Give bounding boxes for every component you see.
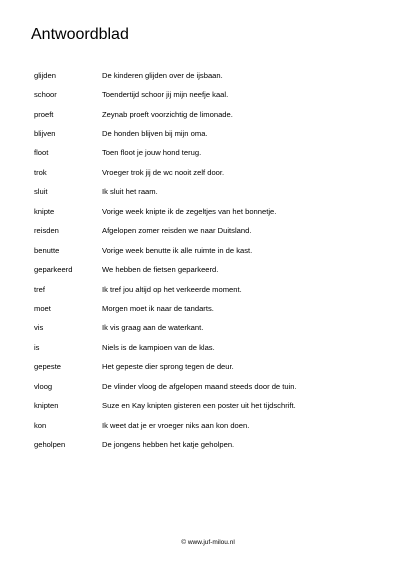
answer-sentence: De jongens hebben het katje geholpen.	[102, 440, 235, 450]
answer-word: glijden	[34, 70, 56, 80]
answer-sentence: De vlinder vloog de afgelopen maand steeds door de tuin.	[102, 381, 297, 391]
answer-word: vis	[34, 323, 44, 333]
answer-list	[34, 66, 394, 455]
answer-row	[34, 66, 394, 85]
answer-word: kon	[34, 420, 47, 430]
answer-row	[34, 202, 394, 221]
answer-sentence: De kinderen glijden over de ijsbaan.	[102, 70, 223, 80]
footer-copyright: © www.juf-milou.nl	[181, 539, 235, 546]
answer-row	[34, 144, 394, 163]
answer-row	[34, 358, 394, 377]
answer-word: geparkeerd	[34, 265, 73, 275]
answer-sentence: Toendertijd schoor jij mijn neefje kaal.	[102, 90, 229, 100]
answer-row	[34, 338, 394, 357]
answer-row	[34, 124, 394, 143]
answer-row	[34, 260, 394, 279]
answer-word: is	[34, 342, 40, 352]
answer-word: sluit	[34, 187, 48, 197]
answer-word: vloog	[34, 381, 53, 391]
answer-word: knipte	[34, 206, 55, 216]
answer-sentence: Ik sluit het raam.	[102, 187, 158, 197]
answer-word: floot	[34, 148, 49, 158]
answer-word: schoor	[34, 90, 57, 100]
answer-sentence: Het gepeste dier sprong tegen de deur.	[102, 362, 234, 372]
answer-word: reisden	[34, 226, 59, 236]
answer-sentence: Ik tref jou altijd op het verkeerde moment.	[102, 284, 242, 294]
answer-row	[34, 183, 394, 202]
answer-word: gepeste	[34, 362, 62, 372]
page-title: Antwoordblad	[31, 26, 129, 43]
answer-sentence: Toen floot je jouw hond terug.	[102, 148, 202, 158]
answer-sentence: Vorige week benutte ik alle ruimte in de kast.	[102, 245, 253, 255]
answer-row	[34, 416, 394, 435]
answer-row	[34, 241, 394, 260]
answer-word: knipten	[34, 401, 59, 411]
answer-sentence: Suze en Kay knipten gisteren een poster uit het tijdschrift.	[102, 401, 296, 411]
answer-row	[34, 222, 394, 241]
answer-row	[34, 280, 394, 299]
answer-word: geholpen	[34, 440, 66, 450]
answer-row	[34, 105, 394, 124]
answer-word: trok	[34, 167, 47, 177]
answer-row	[34, 396, 394, 415]
answer-word: blijven	[34, 129, 56, 139]
answer-row	[34, 163, 394, 182]
answer-row	[34, 85, 394, 104]
answer-sentence: Ik weet dat je er vroeger niks aan kon doen.	[102, 420, 250, 430]
answer-sentence: We hebben de fietsen geparkeerd.	[102, 265, 219, 275]
answer-sentence: Afgelopen zomer reisden we naar Duitsland.	[102, 226, 252, 236]
answer-sentence: De honden blijven bij mijn oma.	[102, 129, 208, 139]
answer-sentence: Morgen moet ik naar de tandarts.	[102, 303, 214, 313]
answer-sentence: Ik vis graag aan de waterkant.	[102, 323, 204, 333]
answer-sentence: Vorige week knipte ik de zegeltjes van het bonnetje.	[102, 206, 277, 216]
answer-sentence: Niels is de kampioen van de klas.	[102, 342, 215, 352]
answer-word: benutte	[34, 245, 60, 255]
answer-row	[34, 299, 394, 318]
answer-sentence: Zeynab proeft voorzichtig de limonade.	[102, 109, 233, 119]
answer-word: tref	[34, 284, 45, 294]
answer-row	[34, 435, 394, 454]
answer-row	[34, 377, 394, 396]
answer-row	[34, 319, 394, 338]
answer-word: moet	[34, 303, 51, 313]
answer-word: proeft	[34, 109, 54, 119]
answer-sentence: Vroeger trok jij de wc nooit zelf door.	[102, 167, 225, 177]
